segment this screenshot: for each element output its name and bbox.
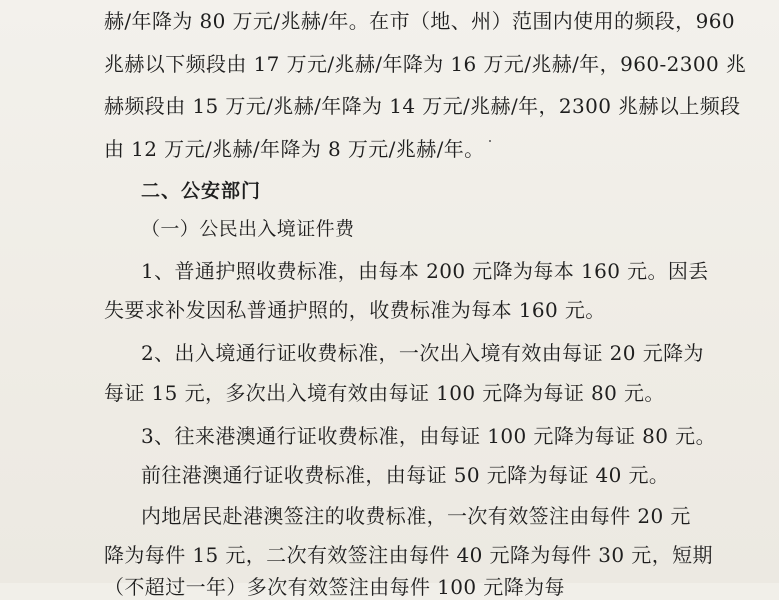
section-heading: 二、公安部门 [141, 180, 262, 202]
text-line: 内地居民赴港澳签注的收费标准，一次有效签注由每件 20 元 [141, 504, 691, 528]
text-line: 赫/年降为 80 万元/兆赫/年。在市（地、州）范围内使用的频段，960 [104, 9, 735, 33]
scan-speck [489, 140, 491, 142]
text-line: 兆赫以下频段由 17 万元/兆赫/年降为 16 万元/兆赫/年，960-2300 兆 [104, 52, 747, 76]
text-line: 2、出入境通行证收费标准，一次出入境有效由每证 20 元降为 [141, 341, 704, 365]
text-line: 由 12 万元/兆赫/年降为 8 万元/兆赫/年。 [104, 137, 485, 161]
text-line: （不超过一年）多次有效签注由每件 100 元降为每 [104, 575, 565, 599]
text-line: 失要求补发因私普通护照的，收费标准为每本 160 元。 [104, 298, 606, 322]
text-line: 降为每件 15 元，二次有效签注由每件 40 元降为每件 30 元，短期 [104, 543, 713, 567]
text-line: 3、往来港澳通行证收费标准，由每证 100 元降为每证 80 元。 [141, 424, 716, 448]
text-line: 前往港澳通行证收费标准，由每证 50 元降为每证 40 元。 [141, 463, 670, 487]
text-line: 每证 15 元，多次出入境有效由每证 100 元降为每证 80 元。 [104, 381, 665, 405]
subsection-heading: （一）公民出入境证件费 [141, 218, 355, 240]
text-line: 赫频段由 15 万元/兆赫/年降为 14 万元/兆赫/年，2300 兆赫以上频段 [104, 94, 741, 118]
text-line: 1、普通护照收费标准，由每本 200 元降为每本 160 元。因丢 [141, 259, 709, 283]
